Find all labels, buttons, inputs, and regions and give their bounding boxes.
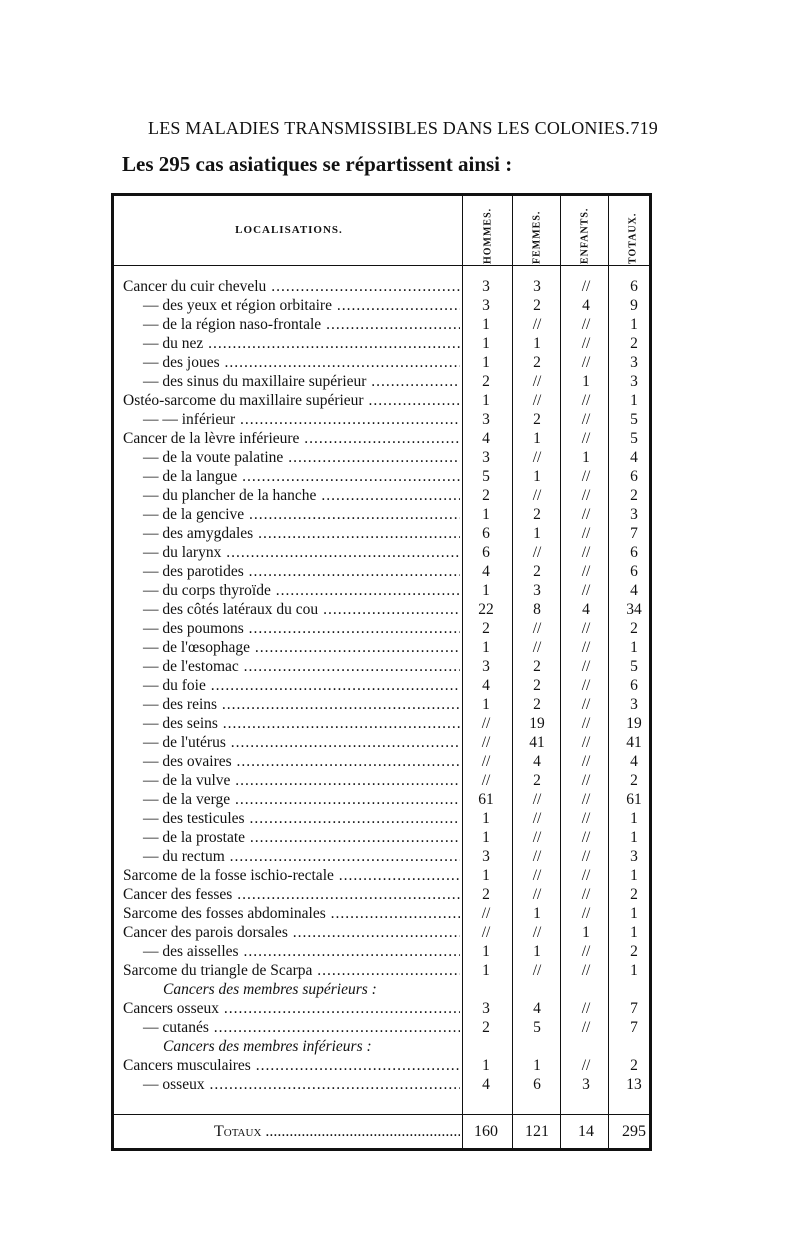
row-label: — de l'utérus .....: [123, 733, 460, 752]
cell-enfants: //: [581, 734, 591, 751]
row-label: — de l'estomac .....: [123, 657, 460, 676]
total-hommes: 160: [474, 1123, 498, 1140]
cell-femmes: 3: [533, 582, 541, 599]
table-row: [114, 714, 649, 733]
cell-enfants: 4: [582, 601, 590, 618]
cell-femmes: 2: [533, 297, 541, 314]
cell-enfants: //: [581, 544, 591, 561]
cell-hommes: 2: [482, 620, 490, 637]
cell-enfants: //: [581, 658, 591, 675]
cell-hommes: 4: [482, 430, 490, 447]
row-label: — cutanés .....: [123, 1018, 460, 1037]
table-row: [114, 1037, 649, 1056]
cell-hommes: 2: [482, 373, 490, 390]
table-row: [114, 809, 649, 828]
cell-enfants: //: [581, 715, 591, 732]
cell-hommes: 3: [482, 848, 490, 865]
cell-hommes: 3: [482, 658, 490, 675]
table-row: [114, 334, 649, 353]
running-title: LES MALADIES TRANSMISSIBLES DANS LES COLONIES.: [148, 118, 630, 138]
cell-femmes: //: [532, 316, 542, 333]
cell-femmes: 5: [533, 1019, 541, 1036]
table-row: [114, 885, 649, 904]
cell-hommes: 1: [482, 639, 490, 656]
cell-hommes: //: [481, 715, 491, 732]
table-row: [114, 486, 649, 505]
cell-totaux: 41: [626, 734, 642, 751]
cell-enfants: //: [581, 905, 591, 922]
table-row: [114, 429, 649, 448]
row-label: Cancer des parois dorsales .....: [123, 923, 460, 942]
cell-hommes: 4: [482, 563, 490, 580]
header-totaux: TOTAUX.: [627, 212, 639, 264]
cell-totaux: 1: [630, 867, 638, 884]
cell-femmes: 3: [533, 278, 541, 295]
table-row: [114, 961, 649, 980]
cell-totaux: 3: [630, 354, 638, 371]
cell-hommes: 1: [482, 943, 490, 960]
cell-totaux: 2: [630, 886, 638, 903]
cell-enfants: //: [581, 335, 591, 352]
cell-enfants: //: [581, 563, 591, 580]
cell-totaux: 1: [630, 639, 638, 656]
cell-enfants: //: [581, 525, 591, 542]
cell-femmes: //: [532, 791, 542, 808]
cell-femmes: 6: [533, 1076, 541, 1093]
table-row: [114, 543, 649, 562]
cell-enfants: //: [581, 278, 591, 295]
header-hommes: HOMMES.: [482, 207, 494, 264]
cell-enfants: //: [581, 1019, 591, 1036]
cell-enfants: //: [581, 1000, 591, 1017]
row-label: — du foie .....: [123, 676, 460, 695]
header-femmes: FEMMES.: [531, 210, 543, 264]
header-rule: [114, 265, 649, 266]
cell-totaux: 2: [630, 487, 638, 504]
table-row: [114, 638, 649, 657]
row-label: — des reins .....: [123, 695, 460, 714]
table-row: [114, 581, 649, 600]
row-label: — du plancher de la hanche .....: [123, 486, 460, 505]
cell-enfants: 3: [582, 1076, 590, 1093]
table-row: [114, 771, 649, 790]
table-row: [114, 828, 649, 847]
total-enfants: 14: [578, 1123, 594, 1140]
cell-enfants: //: [581, 430, 591, 447]
table-row: [114, 448, 649, 467]
row-label: — — inférieur .....: [123, 410, 460, 429]
cell-enfants: 1: [582, 373, 590, 390]
cell-femmes: 1: [533, 943, 541, 960]
cell-femmes: 2: [533, 772, 541, 789]
table-row: [114, 524, 649, 543]
row-label: — de la gencive .....: [123, 505, 460, 524]
header-localisations: LOCALISATIONS.: [235, 224, 343, 236]
cell-totaux: 7: [630, 1019, 638, 1036]
cell-femmes: //: [532, 867, 542, 884]
cell-totaux: 6: [630, 544, 638, 561]
row-label: — des testicules .....: [123, 809, 460, 828]
cell-enfants: //: [581, 506, 591, 523]
table-row: [114, 562, 649, 581]
cell-enfants: //: [581, 829, 591, 846]
cell-hommes: 3: [482, 411, 490, 428]
cell-hommes: 1: [482, 354, 490, 371]
cell-enfants: //: [581, 487, 591, 504]
cell-hommes: 61: [478, 791, 494, 808]
table-row: [114, 999, 649, 1018]
cell-enfants: //: [581, 392, 591, 409]
table-row: [114, 315, 649, 334]
table-row: [114, 923, 649, 942]
cell-totaux: 6: [630, 563, 638, 580]
cell-femmes: 4: [533, 753, 541, 770]
cell-hommes: //: [481, 924, 491, 941]
row-label: — osseux .....: [123, 1075, 460, 1094]
table-row: [114, 505, 649, 524]
row-label: — du rectum .....: [123, 847, 460, 866]
row-label: Cancer de la lèvre inférieure .....: [123, 429, 460, 448]
cell-totaux: 2: [630, 943, 638, 960]
cell-totaux: 9: [630, 297, 638, 314]
table-row: [114, 410, 649, 429]
table-row: [114, 1075, 649, 1094]
cell-totaux: 7: [630, 1000, 638, 1017]
row-label: — de la région naso-frontale .....: [123, 315, 460, 334]
page-number: 719: [630, 118, 658, 138]
row-label: Cancers musculaires .....: [123, 1056, 460, 1075]
cell-femmes: //: [532, 639, 542, 656]
cell-totaux: 13: [626, 1076, 642, 1093]
cell-enfants: //: [581, 810, 591, 827]
row-label: Cancers des membres inférieurs :: [163, 1038, 372, 1055]
cell-totaux: 34: [626, 601, 642, 618]
cell-enfants: //: [581, 316, 591, 333]
table-row: [114, 866, 649, 885]
cell-femmes: //: [532, 829, 542, 846]
cell-femmes: 2: [533, 658, 541, 675]
table-row: [114, 790, 649, 809]
cell-hommes: 5: [482, 468, 490, 485]
table-row: [114, 391, 649, 410]
cell-femmes: //: [532, 924, 542, 941]
cell-totaux: 5: [630, 411, 638, 428]
cell-totaux: 61: [626, 791, 642, 808]
table-row: [114, 695, 649, 714]
table-row: [114, 277, 649, 296]
cell-femmes: 1: [533, 525, 541, 542]
cell-totaux: 3: [630, 696, 638, 713]
table-row: [114, 1056, 649, 1075]
cell-hommes: //: [481, 753, 491, 770]
cell-enfants: //: [581, 354, 591, 371]
cell-femmes: 4: [533, 1000, 541, 1017]
table-body: [114, 277, 649, 1094]
cell-femmes: 2: [533, 696, 541, 713]
table-row: [114, 296, 649, 315]
cell-hommes: 1: [482, 962, 490, 979]
table-row: [114, 1018, 649, 1037]
row-label: — des ovaires .....: [123, 752, 460, 771]
cell-totaux: 5: [630, 658, 638, 675]
cell-hommes: 1: [482, 506, 490, 523]
totals-row: [114, 1117, 649, 1147]
cell-femmes: //: [532, 848, 542, 865]
row-label: — des parotides .....: [123, 562, 460, 581]
cell-enfants: //: [581, 791, 591, 808]
cell-enfants: 1: [582, 449, 590, 466]
table-row: [114, 619, 649, 638]
cell-hommes: 1: [482, 316, 490, 333]
cell-totaux: 1: [630, 829, 638, 846]
cell-totaux: 3: [630, 848, 638, 865]
row-label: Cancer du cuir chevelu .....: [123, 277, 460, 296]
cell-totaux: 2: [630, 335, 638, 352]
cases-table: [111, 193, 652, 1151]
cell-totaux: 2: [630, 772, 638, 789]
cell-hommes: 2: [482, 886, 490, 903]
cell-enfants: //: [581, 962, 591, 979]
cell-enfants: //: [581, 1057, 591, 1074]
table-row: [114, 467, 649, 486]
cell-enfants: //: [581, 468, 591, 485]
cell-totaux: 7: [630, 525, 638, 542]
cell-hommes: 1: [482, 867, 490, 884]
table-row: [114, 372, 649, 391]
table-row: [114, 847, 649, 866]
cell-femmes: //: [532, 620, 542, 637]
row-label: — des poumons .....: [123, 619, 460, 638]
cell-hommes: 2: [482, 1019, 490, 1036]
cell-femmes: //: [532, 544, 542, 561]
cell-totaux: 6: [630, 468, 638, 485]
cell-femmes: 1: [533, 335, 541, 352]
cell-femmes: 1: [533, 1057, 541, 1074]
cell-enfants: //: [581, 943, 591, 960]
row-label: Cancer des fesses .....: [123, 885, 460, 904]
cell-totaux: 1: [630, 905, 638, 922]
cell-femmes: //: [532, 373, 542, 390]
cell-enfants: //: [581, 677, 591, 694]
cell-totaux: 1: [630, 392, 638, 409]
cell-femmes: //: [532, 449, 542, 466]
cell-totaux: 4: [630, 449, 638, 466]
cell-enfants: //: [581, 696, 591, 713]
cell-femmes: 2: [533, 677, 541, 694]
cell-totaux: 1: [630, 316, 638, 333]
row-label: Sarcome du triangle de Scarpa .....: [123, 961, 460, 980]
cell-femmes: 1: [533, 905, 541, 922]
row-label: Sarcome de la fosse ischio-rectale .....: [123, 866, 460, 885]
cell-hommes: 3: [482, 1000, 490, 1017]
cell-hommes: 1: [482, 810, 490, 827]
row-label: — des côtés latéraux du cou .....: [123, 600, 460, 619]
cell-enfants: //: [581, 753, 591, 770]
cell-hommes: //: [481, 772, 491, 789]
cell-hommes: 1: [482, 582, 490, 599]
row-label: — de la vulve .....: [123, 771, 460, 790]
table-row: [114, 752, 649, 771]
row-label: Cancers osseux .....: [123, 999, 460, 1018]
row-label: — du corps thyroïde .....: [123, 581, 460, 600]
total-totaux: 295: [622, 1123, 646, 1140]
cell-totaux: 1: [630, 962, 638, 979]
cell-hommes: 2: [482, 487, 490, 504]
row-label: — des sinus du maxillaire supérieur .....: [123, 372, 460, 391]
row-label: — des yeux et région orbitaire .....: [123, 296, 460, 315]
cell-femmes: 2: [533, 354, 541, 371]
running-head: [148, 118, 658, 139]
totals-rule: [114, 1114, 649, 1115]
cell-totaux: 4: [630, 753, 638, 770]
row-label: — des seins .....: [123, 714, 460, 733]
cell-totaux: 5: [630, 430, 638, 447]
cell-totaux: 6: [630, 278, 638, 295]
table-row: [114, 657, 649, 676]
table-row: [114, 600, 649, 619]
table-row: [114, 353, 649, 372]
cell-femmes: 19: [529, 715, 545, 732]
cell-totaux: 2: [630, 620, 638, 637]
table-row: [114, 676, 649, 695]
cell-totaux: 1: [630, 810, 638, 827]
cell-hommes: 3: [482, 297, 490, 314]
cell-totaux: 1: [630, 924, 638, 941]
cell-hommes: 1: [482, 696, 490, 713]
table-row: [114, 980, 649, 999]
cell-enfants: //: [581, 620, 591, 637]
row-label: — de la verge .....: [123, 790, 460, 809]
cell-hommes: 6: [482, 525, 490, 542]
cell-enfants: 4: [582, 297, 590, 314]
cell-hommes: //: [481, 905, 491, 922]
cell-femmes: 1: [533, 468, 541, 485]
row-label: — de la prostate .....: [123, 828, 460, 847]
row-label: — des aisselles .....: [123, 942, 460, 961]
header-enfants: ENFANTS.: [579, 207, 591, 264]
row-label: — de la langue .....: [123, 467, 460, 486]
row-label: — des amygdales .....: [123, 524, 460, 543]
cell-hommes: 22: [478, 601, 494, 618]
cell-totaux: 19: [626, 715, 642, 732]
cell-femmes: //: [532, 962, 542, 979]
cell-enfants: //: [581, 848, 591, 865]
total-femmes: 121: [525, 1123, 549, 1140]
cell-hommes: 1: [482, 829, 490, 846]
row-label: Cancers des membres supérieurs :: [163, 981, 377, 998]
cell-hommes: 4: [482, 677, 490, 694]
cell-enfants: //: [581, 772, 591, 789]
cell-femmes: //: [532, 810, 542, 827]
cell-femmes: 1: [533, 430, 541, 447]
cell-totaux: 4: [630, 582, 638, 599]
cell-hommes: 1: [482, 392, 490, 409]
cell-hommes: 3: [482, 449, 490, 466]
cell-totaux: 3: [630, 506, 638, 523]
cell-enfants: //: [581, 886, 591, 903]
totals-label: Totaux .....: [214, 1117, 460, 1147]
cell-femmes: 41: [529, 734, 545, 751]
cell-femmes: //: [532, 392, 542, 409]
row-label: Sarcome des fosses abdominales .....: [123, 904, 460, 923]
row-label: — des joues .....: [123, 353, 460, 372]
cell-enfants: //: [581, 867, 591, 884]
cell-hommes: 1: [482, 1057, 490, 1074]
cell-hommes: 1: [482, 335, 490, 352]
row-label: — du larynx .....: [123, 543, 460, 562]
cell-femmes: 2: [533, 563, 541, 580]
cell-enfants: //: [581, 582, 591, 599]
row-label: — de la voute palatine .....: [123, 448, 460, 467]
cell-hommes: 4: [482, 1076, 490, 1093]
row-label: — de l'œsophage .....: [123, 638, 460, 657]
row-label: — du nez .....: [123, 334, 460, 353]
cell-femmes: //: [532, 886, 542, 903]
cell-totaux: 6: [630, 677, 638, 694]
cell-totaux: 2: [630, 1057, 638, 1074]
cell-femmes: 2: [533, 506, 541, 523]
cell-enfants: //: [581, 639, 591, 656]
cell-hommes: 3: [482, 278, 490, 295]
cell-hommes: //: [481, 734, 491, 751]
cell-enfants: //: [581, 411, 591, 428]
intro-sentence: Les 295 cas asiatiques se répartissent ainsi :: [122, 152, 513, 176]
table-row: [114, 904, 649, 923]
cell-totaux: 3: [630, 373, 638, 390]
table-row: [114, 942, 649, 961]
cell-femmes: 8: [533, 601, 541, 618]
row-label: Ostéo-sarcome du maxillaire supérieur .....: [123, 391, 460, 410]
cell-femmes: //: [532, 487, 542, 504]
table-row: [114, 733, 649, 752]
cell-hommes: 6: [482, 544, 490, 561]
cell-femmes: 2: [533, 411, 541, 428]
cell-enfants: 1: [582, 924, 590, 941]
